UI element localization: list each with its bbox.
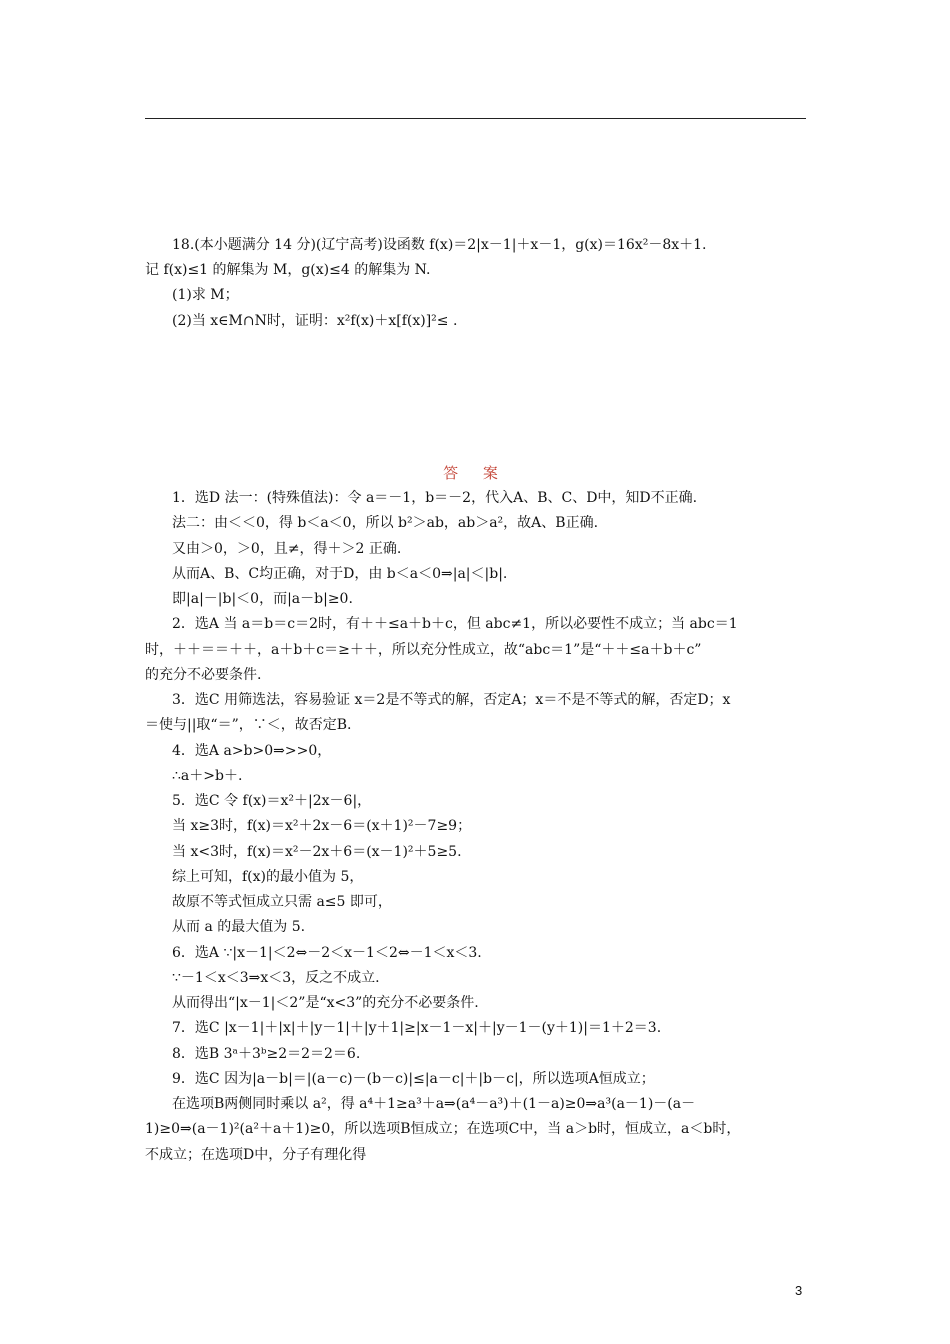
answer-line: ＝使与||取“＝”，∵＜，故否定B. [145,717,352,733]
answer-line: ∵－1＜x＜3⇒x＜3，反之不成立. [172,970,380,986]
answer-line: 时，＋＋＝＝＋＋，a＋b＋c＝≥＋＋，所以充分性成立，故“abc＝1”是“＋＋≤a＋b＋c” [145,642,702,658]
answer-line: 8．选B 3ᵃ＋3ᵇ≥2＝2＝2＝6. [172,1046,361,1062]
answer-line: 3．选C 用筛选法，容易验证 x＝2是不等式的解，否定A；x＝不是不等式的解，否定D；x [172,692,731,708]
answer-line: 2．选A 当 a＝b＝c＝2时，有＋＋≤a＋b＋c，但 abc≠1，所以必要性不成立；当 abc＝1 [172,616,738,632]
answer-line: 综上可知，f(x)的最小值为 5， [172,869,364,885]
answer-line: 故原不等式恒成立只需 a≤5 即可， [172,894,392,910]
page-number: 3 [795,1283,803,1298]
answer-line: 9．选C 因为|a－b|＝|(a－c)－(b－c)|≤|a－c|＋|b－c|，所以选项A恒成立； [172,1071,655,1087]
answer-line: 又由＞0，＞0，且≠，得＋＞2 正确. [172,541,402,557]
answer-line: 法二：由＜＜0，得 b＜a＜0，所以 b²＞ab，ab＞a²，故A、B正确. [172,515,599,531]
answer-line: 不成立；在选项D中，分子有理化得 [145,1147,367,1163]
answer-line: 1．选D 法一：(特殊值法)：令 a＝－1，b＝－2，代入A、B、C、D中，知D不正确. [172,490,698,506]
answer-line: 5．选C 令 f(x)＝x²＋|2x－6|， [172,793,372,809]
problem-line: (1)求 M； [172,287,239,303]
answer-line: 4．选A a>b>0⇒>>0， [172,743,332,759]
problem-line: 18.(本小题满分 14 分)(辽宁高考)设函数 f(x)＝2|x－1|＋x－1，g(x)＝16x²－8x＋1. [172,237,707,253]
answer-line: ∴a＋>b＋. [172,768,243,784]
answer-line: 1)≥0⇒(a－1)²(a²＋a＋1)≥0，所以选项B恒成立；在选项C中，当 a＞b时，恒成立，a＜b时， [145,1121,741,1137]
problem-line: (2)当 x∈M∩N时，证明：x²f(x)＋x[f(x)]²≤ . [172,313,458,329]
answer-line: 从而 a 的最大值为 5. [172,919,306,935]
answer-line: 的充分不必要条件. [145,667,262,683]
answer-line: 从而得出“|x－1|＜2”是“x<3”的充分不必要条件. [172,995,479,1011]
problem-line: 记 f(x)≤1 的解集为 M，g(x)≤4 的解集为 N. [145,262,431,278]
answer-line: 6．选A ∵|x－1|＜2⇔－2＜x－1＜2⇔－1＜x＜3. [172,945,482,961]
header-rule [145,118,806,119]
answer-line: 当 x≥3时，f(x)＝x²＋2x－6＝(x＋1)²－7≥9； [172,818,472,834]
answer-line: 即|a|－|b|＜0，而|a－b|≥0. [172,591,353,607]
answer-line: 从而A、B、C均正确，对于D，由 b＜a＜0⇒|a|＜|b|. [172,566,508,582]
answer-line: 在选项B两侧同时乘以 a²，得 a⁴＋1≥a³＋a⇒(a⁴－a³)＋(1－a)≥0⇒a³(a－1)－(a－ [172,1096,696,1112]
answer-line: 当 x<3时，f(x)＝x²－2x＋6＝(x－1)²＋5≥5. [172,844,462,860]
answer-title: 答 案 [443,464,508,482]
answer-line: 7．选C |x－1|＋|x|＋|y－1|＋|y＋1|≥|x－1－x|＋|y－1－(y＋1)|＝1＋2＝3. [172,1020,662,1036]
